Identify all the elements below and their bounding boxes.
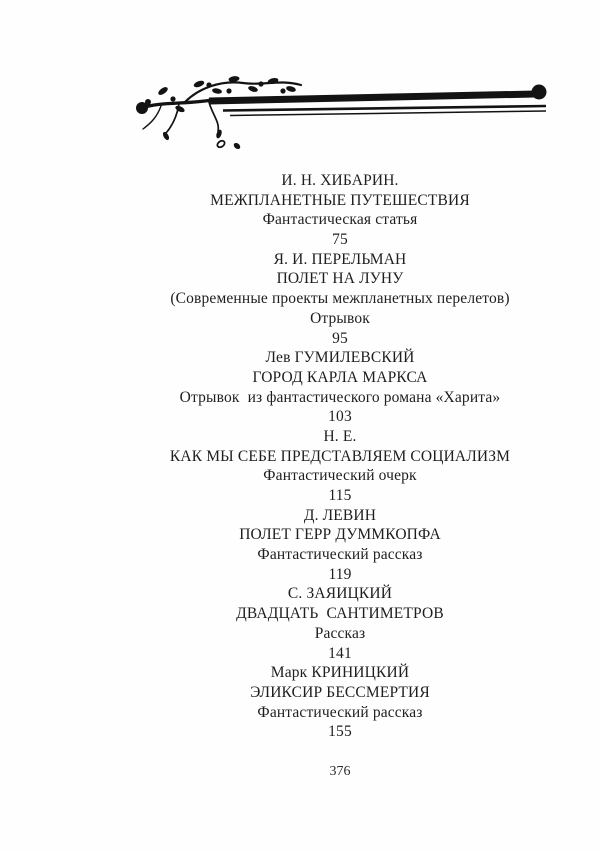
entry-title: ЭЛИКСИР БЕССМЕРТИЯ xyxy=(250,683,430,701)
entry-title: МЕЖПЛАНЕТНЫЕ ПУТЕШЕСТВИЯ xyxy=(210,191,470,209)
entry-author: Лев ГУМИЛЕВСКИЙ xyxy=(265,349,415,367)
entry-author: Марк КРИНИЦКИЙ xyxy=(270,664,410,682)
entry-page-number: 155 xyxy=(328,723,352,741)
entry-note: (Современные проекты межпланетных перелетов) xyxy=(170,290,510,308)
page-folio-number: 376 xyxy=(329,764,351,779)
ornament-hollow-leaf xyxy=(216,139,226,148)
entry-page-number: 95 xyxy=(332,329,348,347)
entry-page-number: 75 xyxy=(332,231,348,249)
entry-title: ГОРОД КАРЛА МАРКСА xyxy=(252,368,428,386)
entry-genre: Отрывок xyxy=(310,309,370,327)
entry-author: С. ЗАЯИЦКИЙ xyxy=(287,585,393,603)
floral-branch-rule-icon xyxy=(133,76,553,160)
entry-page-number: 103 xyxy=(328,408,352,426)
entry-genre: Фантастический рассказ xyxy=(257,703,423,721)
entry-title: КАК МЫ СЕБЕ ПРЕДСТАВЛЯЕМ СОЦИАЛИЗМ xyxy=(169,447,511,465)
entry-author: И. Н. ХИБАРИН. xyxy=(281,172,399,189)
entry-genre: Отрывок из фантастического романа «Харита» xyxy=(179,388,501,406)
ornament-leaves-berries xyxy=(136,76,297,150)
entry-genre: Фантастический рассказ xyxy=(257,546,423,564)
entry-genre: Фантастический очерк xyxy=(263,467,417,485)
entry-title: ПОЛЕТ НА ЛУНУ xyxy=(276,270,404,288)
entry-genre: Рассказ xyxy=(314,624,366,642)
entry-page-number: 141 xyxy=(328,644,352,662)
ornament-rule xyxy=(209,85,547,116)
entry-title: ДВАДЦАТЬ САНТИМЕТРОВ xyxy=(236,605,444,623)
entry-author: Н. Е. xyxy=(323,427,357,445)
entry-page-number: 115 xyxy=(328,487,352,504)
entry-author: Д. ЛЕВИН xyxy=(303,506,377,524)
table-of-contents xyxy=(78,171,600,742)
entry-title: ПОЛЕТ ГЕРР ДУММКОПФА xyxy=(239,526,441,544)
entry-author: Я. И. ПЕРЕЛЬМАН xyxy=(273,250,407,268)
entry-page-number: 119 xyxy=(328,565,352,583)
entry-genre: Фантастическая статья xyxy=(262,211,418,229)
